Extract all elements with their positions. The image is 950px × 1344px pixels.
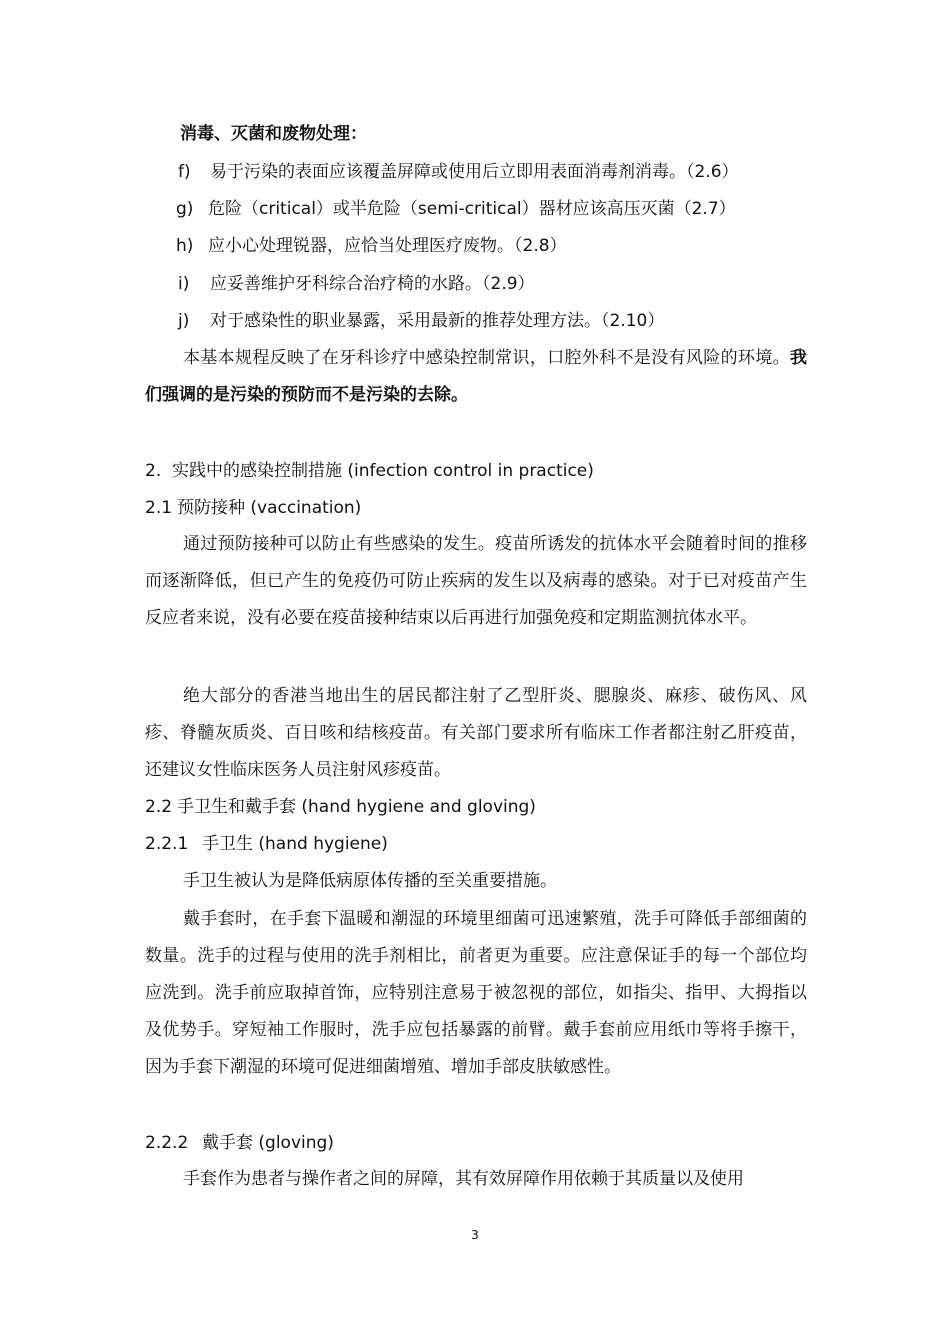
- list-item: [178, 160, 739, 184]
- list-item-label: f): [178, 162, 191, 182]
- list-item-text: 对于感染性的职业暴露，采用最新的推荐处理方法。（2.10）: [210, 311, 665, 331]
- list-item-label: g): [176, 199, 194, 219]
- list-item-text: 易于污染的表面应该覆盖屏障或使用后立即用表面消毒剂消毒。（2.6）: [210, 162, 739, 182]
- section-2-2-2-heading: [145, 1131, 334, 1155]
- hand-hygiene-paragraph: 戴手套时，在手套下温暖和潮湿的环境里细菌可迅速繁殖，洗手可降低手部细菌的数量。洗手的过程与使用的洗手剂相比，前者更为重要。应注意保证手的每一个部位均应洗到。洗手前应取掉首饰，应特别注意易于被忽视的部位，如指尖、指甲、大拇指以及优势手。穿短袖工作服时，洗手应包括暴露的前臂。戴手套前应用纸巾等将手擦干，因为手套下潮湿的环境可促进细菌增殖、增加手部皮肤敏感性。: [145, 909, 807, 1077]
- section-title: 实践中的感染控制措施 (infection control in practice): [172, 461, 594, 481]
- section-title: 手卫生和戴手套 (hand hygiene and gloving): [177, 797, 536, 817]
- section-title: 戴手套 (gloving): [202, 1133, 334, 1153]
- vaccination-paragraph: 绝大部分的香港当地出生的居民都注射了乙型肝炎、腮腺炎、麻疹、破伤风、风疹、脊髓灰质炎、百日咳和结核疫苗。有关部门要求所有临床工作者都注射乙肝疫苗，还建议女性临床医务人员注射风疹疫苗。: [145, 686, 807, 780]
- section-title: 预防接种 (vaccination): [177, 498, 362, 518]
- list-item-text: 危险（critical）或半危险（semi-critical）器材应该高压灭菌（2.7）: [208, 199, 736, 219]
- section-2-2-1-heading: [145, 832, 388, 856]
- list-item-text: 应妥善维护牙科综合治疗椅的水路。（2.9）: [210, 274, 535, 294]
- section-2-heading: [145, 459, 594, 483]
- gloving-paragraph: 手套作为患者与操作者之间的屏障，其有效屏障作用依赖于其质量以及使用: [183, 1169, 744, 1189]
- list-item-label: j): [178, 311, 190, 331]
- summary-text: 本基本规程反映了在牙科诊疗中感染控制常识，口腔外科不是没有风险的环境。: [183, 348, 790, 368]
- summary-paragraph: [145, 340, 807, 414]
- section-title: 手卫生 (hand hygiene): [202, 834, 388, 854]
- summary-emphasis: 我们强调的是污染的预防而不是污染的去除。: [145, 348, 807, 405]
- section-number: 2.2: [145, 797, 173, 817]
- list-item: [178, 272, 535, 296]
- list-item-text: 应小心处理锐器，应恰当处理医疗废物。（2.8）: [208, 236, 567, 256]
- section-number: 2.: [145, 461, 162, 481]
- list-item: [176, 197, 736, 221]
- list-item: [178, 309, 664, 333]
- page-number: 3: [471, 1228, 479, 1242]
- hand-hygiene-paragraph: 手卫生被认为是降低病原体传播的至关重要措施。: [183, 871, 557, 891]
- list-item: [176, 234, 567, 258]
- section-number: 2.2.2: [145, 1133, 189, 1153]
- vaccination-paragraph: 通过预防接种可以防止有些感染的发生。疫苗所诱发的抗体水平会随着时间的推移而逐渐降低，但已产生的免疫仍可防止疾病的发生以及病毒的感染。对于已对疫苗产生反应者来说，没有必要在疫苗接种结束以后再进行加强免疫和定期监测抗体水平。: [145, 534, 807, 628]
- disinfection-heading: 消毒、灭菌和废物处理：: [180, 124, 367, 144]
- list-item-label: i): [178, 274, 190, 294]
- section-number: 2.2.1: [145, 834, 189, 854]
- section-2-1-heading: [145, 496, 361, 520]
- list-item-label: h): [176, 236, 194, 256]
- section-2-2-heading: [145, 795, 536, 819]
- section-number: 2.1: [145, 498, 173, 518]
